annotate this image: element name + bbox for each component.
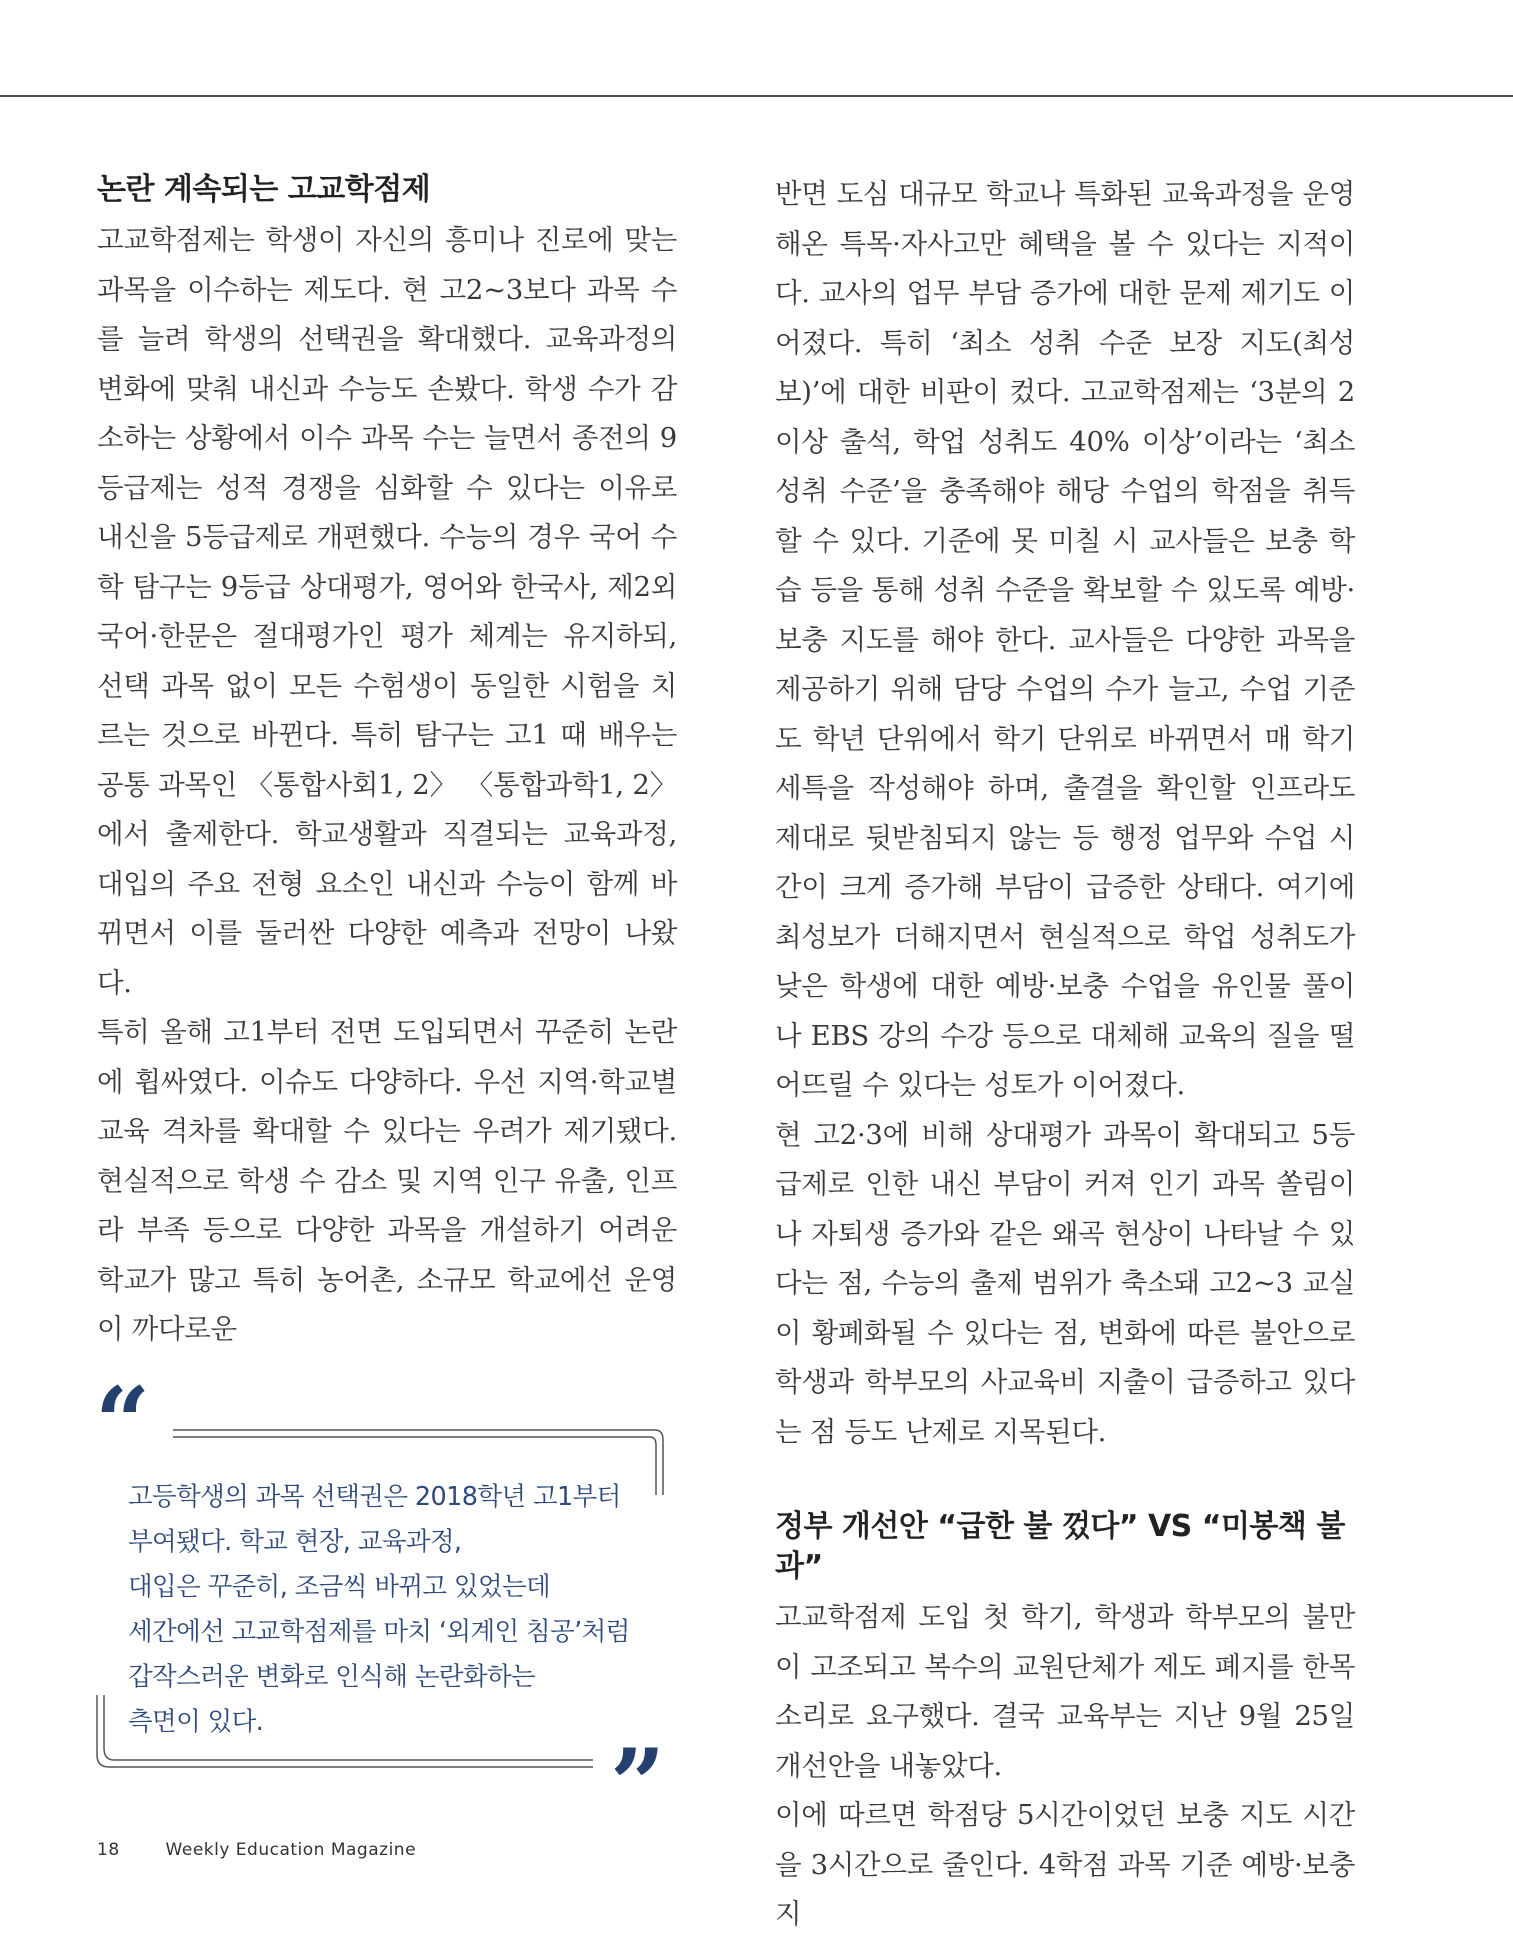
quote-text <box>128 1475 648 1745</box>
body-paragraph: 고교학점제는 학생이 자신의 흥미나 진로에 맞는 과목을 이수하는 제도다. 현 고2~3보다 과목 수를 늘려 학생의 선택권을 확대했다. 교육과정의 변화에 맞춰 내신과 수능도 손봤다. 학생 수가 감소하는 상황에서 이수 과목 수는 늘면서 종전의 9등급제는 성적 경쟁을 심화할 수 있다는 이유로 내신을 5등급제로 개편했다. 수능의 경우 국어 수학 탐구는 9등급 상대평가, 영어와 한국사, 제2외국어·한문은 절대평가인 평가 체계는 유지하되, 선택 과목 없이 모든 수험생이 동일한 시험을 치르는 것으로 바뀐다. 특히 탐구는 고1 때 배우는 공통 과목인 〈통합사회1, 2〉 〈통합과학1, 2〉에서 출제한다. 학교생활과 직결되는 교육과정, 대입의 주요 전형 요소인 내신과 수능이 함께 바뀌면서 이를 둘러싼 다양한 예측과 전망이 나왔다. <box>97 224 677 999</box>
quote-line: 측면이 있다. <box>128 1707 264 1737</box>
page-footer <box>97 1840 416 1860</box>
magazine-title: Weekly Education Magazine <box>165 1840 417 1860</box>
body-paragraph: 특히 올해 고1부터 전면 도입되면서 꾸준히 논란에 휩싸였다. 이슈도 다양하다. 우선 지역·학교별 교육 격차를 확대할 수 있다는 우려가 제기됐다. 현실적으로 학생 수 감소 및 지역 인구 유출, 인프라 부족 등으로 다양한 과목을 개설하기 어려운 학교가 많고 특히 농어촌, 소규모 학교에선 운영이 까다로운 <box>97 1016 677 1345</box>
left-column <box>97 170 677 1355</box>
section-heading: 논란 계속되는 고교학점제 <box>97 172 431 207</box>
quote-line: 세간에선 고교학점제를 마치 ‘외계인 침공’처럼 <box>128 1617 630 1647</box>
body-paragraph: 현 고2·3에 비해 상대평가 과목이 확대되고 5등급제로 인한 내신 부담이 커져 인기 과목 쏠림이나 자퇴생 증가와 같은 왜곡 현상이 나타날 수 있다는 점, 수능의 출제 범위가 축소돼 고2~3 교실이 황폐화될 수 있다는 점, 변화에 따른 불안으로 학생과 학부모의 사교육비 지출이 급증하고 있다는 점 등도 난제로 지목된다. <box>775 1118 1355 1448</box>
quote-line: 대입은 꾸준히, 조금씩 바뀌고 있었는데 <box>128 1572 551 1602</box>
pull-quote <box>95 1366 675 1841</box>
body-paragraph: 이에 따르면 학점당 5시간이었던 보충 지도 시간을 3시간으로 줄인다. 4학점 과목 기준 예방·보충 지 <box>775 1799 1355 1930</box>
body-paragraph: 반면 도심 대규모 학교나 특화된 교육과정을 운영해온 특목·자사고만 혜택을 볼 수 있다는 지적이다. 교사의 업무 부담 증가에 대한 문제 제기도 이어졌다. 특히 ‘최소 성취 수준 보장 지도(최성보)’에 대한 비판이 컸다. 고교학점제는 ‘3분의 2 이상 출석, 학업 성취도 40% 이상’이라는 ‘최소 성취 수준’을 충족해야 해당 수업의 학점을 취득할 수 있다. 기준에 못 미칠 시 교사들은 보충 학습 등을 통해 성취 수준을 확보할 수 있도록 예방·보충 지도를 해야 한다. 교사들은 다양한 과목을 제공하기 위해 담당 수업의 수가 늘고, 수업 기준도 학년 단위에서 학기 단위로 바뀌면서 매 학기 세특을 작성해야 하며, 출결을 확인할 인프라도 제대로 뒷받침되지 않는 등 행정 업무와 수업 시간이 크게 증가해 부담이 급증한 상태다. 여기에 최성보가 더해지면서 현실적으로 학업 성취도가 낮은 학생에 대한 예방·보충 수업을 유인물 풀이나 EBS 강의 수강 등으로 대체해 교육의 질을 떨어뜨릴 수 있다는 성토가 이어졌다. <box>775 178 1355 1101</box>
section-heading: 정부 개선안 “급한 불 껐다” VS “미봉책 불과” <box>775 1509 1345 1584</box>
quote-line: 갑작스러운 변화로 인식해 논란화하는 <box>128 1662 536 1692</box>
page-number: 18 <box>97 1840 120 1860</box>
body-paragraph: 고교학점제 도입 첫 학기, 학생과 학부모의 불만이 고조되고 복수의 교원단체가 제도 폐지를 한목소리로 요구했다. 결국 교육부는 지난 9월 25일 개선안을 내놓았다. <box>775 1601 1355 1782</box>
quote-line: 고등학생의 과목 선택권은 2018학년 고1부터 <box>128 1482 621 1512</box>
quote-line: 부여됐다. 학교 현장, 교육과정, <box>128 1527 462 1557</box>
close-quote-icon: ” <box>610 1728 666 1841</box>
top-rule <box>0 95 1513 97</box>
open-quote-icon: “ <box>95 1366 151 1479</box>
right-column <box>775 170 1355 1940</box>
